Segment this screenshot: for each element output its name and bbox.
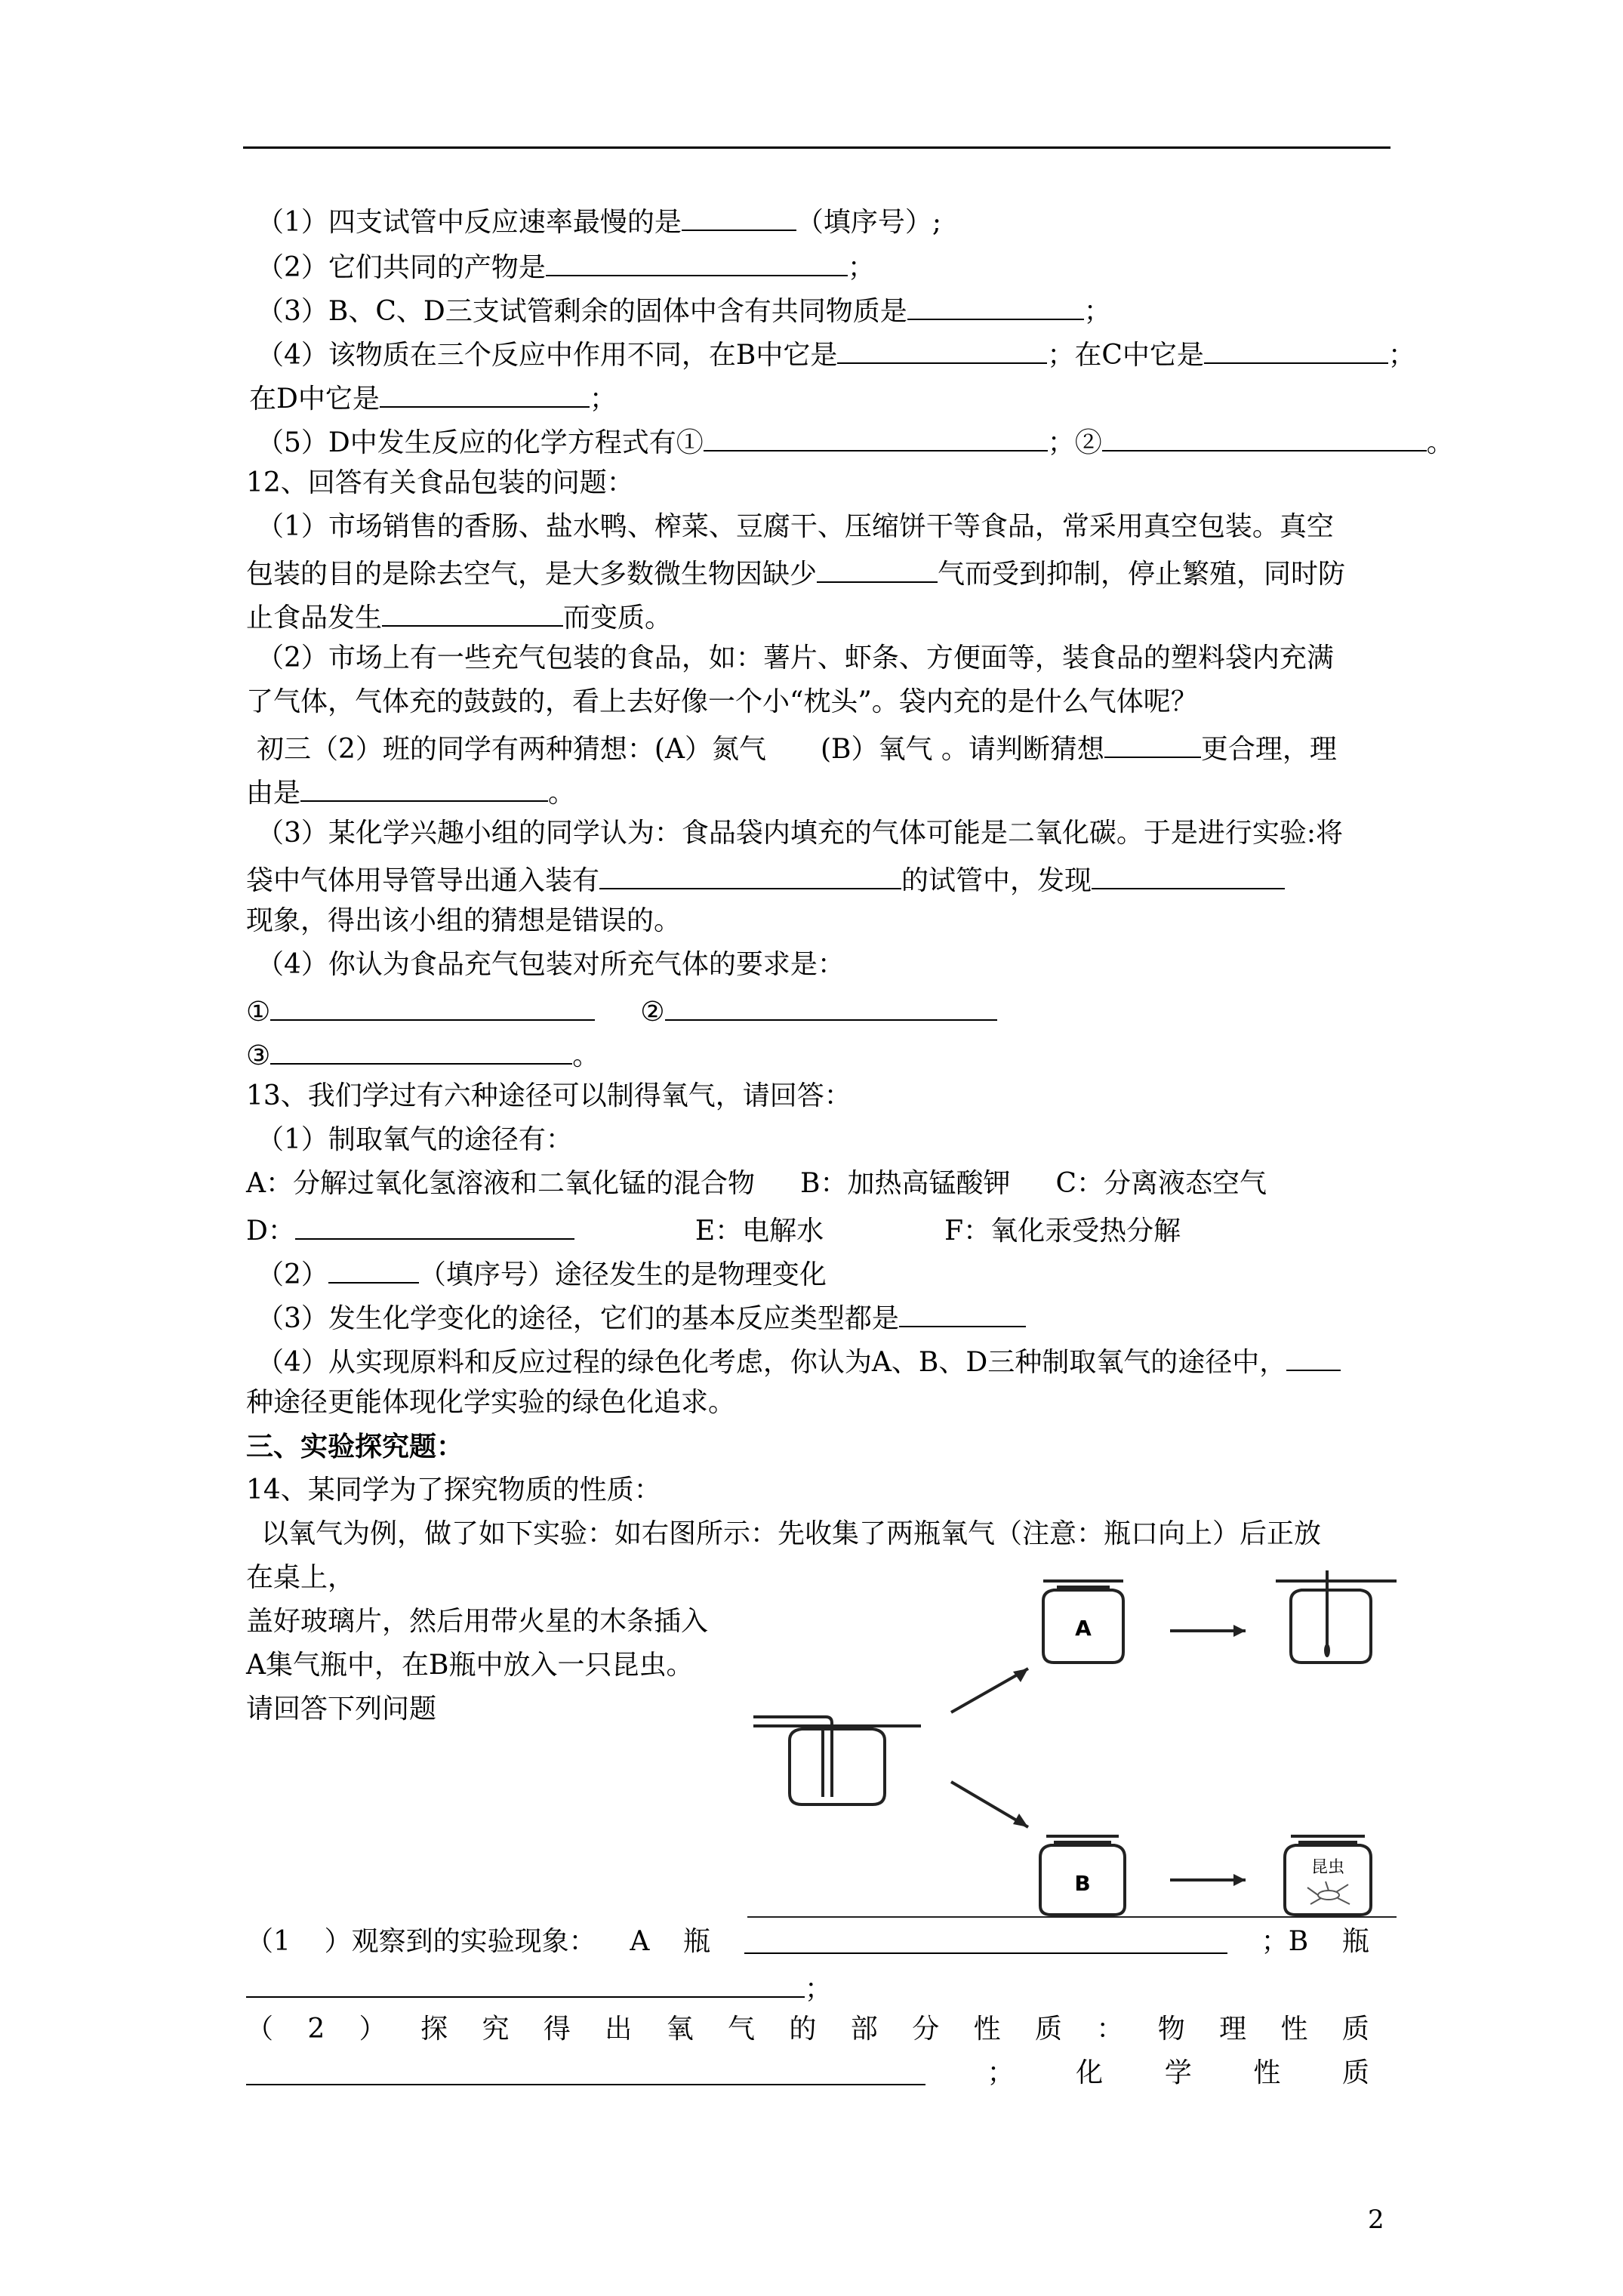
q14-property-line2: ； 化 学 性 质 [246,2057,1369,2090]
q14-observation-line1: （1 ）观察到的实验现象： A 瓶 ；B 瓶 [246,1926,1369,1957]
answer-blank[interactable] [380,379,590,408]
answer-blank[interactable] [1092,861,1285,889]
q11-part1: （1）四支试管中反应速率最慢的是 （填序号）; [257,202,941,239]
answer-blank[interactable] [1104,729,1201,758]
answer-blank[interactable] [907,291,1084,320]
q12-s4-line3: ③ 。 [246,1036,599,1073]
answer-blank[interactable] [1286,1342,1341,1371]
option-c: C：分离液态空气 [1055,1168,1267,1199]
q12-s3-line2: 袋中气体用导管导出通入装有 的试管中，发现 [246,861,1285,898]
q13-s2: （2） （填序号）途径发生的是物理变化 [257,1255,827,1292]
q12-s4-line1: （4）你认为食品充气包装对所充气体的要求是： [257,949,845,980]
answer-blank[interactable] [270,1036,572,1065]
jar-b-label: B [1074,1871,1091,1896]
q14-observation-line2: ； [246,1969,832,2006]
answer-blank[interactable] [599,861,901,889]
q12-s2-line3: 初三（2）班的同学有两种猜想：(A）氮气 (B）氧气 。请判断猜想 更合理，理 [257,729,1337,766]
oxygen-experiment-diagram [747,1570,1427,1918]
option-d: D： [246,1216,295,1247]
arrow-head [1233,1625,1246,1637]
q14-s1-line5: 请回答下列问题 [246,1693,437,1724]
answer-blank[interactable] [270,992,595,1021]
q12-title: 12、回答有关食品包装的问题： [246,467,634,498]
q12-s1-line1: （1）市场销售的香肠、盐水鸭、榨菜、豆腐干、压缩饼干等食品，常采用真空包装。真空 [257,511,1334,542]
splint-glow [1324,1644,1330,1657]
answer-blank[interactable] [546,248,848,276]
jar-b-result [1285,1845,1371,1915]
option-e: E：电解水 [694,1216,824,1247]
collecting-jar [790,1729,885,1804]
jar-a-label: A [1075,1616,1092,1641]
q11-part4-cont: 在D中它是 ； [249,379,617,416]
q12-s2-line1: （2）市场上有一些充气包装的食品，如：薯片、虾条、方便面等，装食品的塑料袋内充满 [257,643,1334,673]
insect-icon [1307,1881,1350,1904]
answer-blank[interactable] [246,1969,805,1998]
q13-s1: （1）制取氧气的途径有： [257,1124,573,1155]
option-f: F：氧化汞受热分解 [944,1216,1181,1247]
q14-s1-line4: A集气瓶中，在B瓶中放入一只昆虫。 [246,1650,694,1681]
q13-options-row1 [246,1167,1267,1200]
header-rule [243,146,1390,149]
section-title: 三、实验探究题： [246,1431,464,1462]
q12-s4-line2: ① ② [246,992,997,1029]
q12-s1-line3: 止食品发生 而变质。 [246,598,672,635]
option-a: A：分解过氧化氢溶液和二氧化锰的混合物 [246,1168,755,1199]
answer-blank[interactable] [382,598,563,627]
answer-blank[interactable] [1102,423,1427,451]
answer-blank[interactable] [899,1299,1026,1327]
q13-s3: （3）发生化学变化的途径，它们的基本反应类型都是 [257,1299,1026,1336]
diagram-svg [747,1570,1427,1918]
answer-blank[interactable] [328,1255,419,1284]
q12-s3-line3: 现象，得出该小组的猜想是错误的。 [246,905,682,936]
answer-blank[interactable] [837,335,1047,364]
q12-s1-line2: 包装的目的是除去空气，是大多数微生物因缺少 气而受到抑制，停止繁殖，同时防 [246,554,1345,591]
option-b: B：加热高锰酸钾 [800,1168,1011,1199]
jar-a-result [1291,1590,1371,1663]
answer-blank[interactable] [295,1211,574,1240]
q14-s1-line1: 以氧气为例，做了如下实验：如右图所示：先收集了两瓶氧气（注意：瓶口向上）后正放 [261,1518,1322,1549]
q13-options-row2 [246,1211,1181,1248]
arrow-head [1233,1874,1246,1886]
answer-blank[interactable] [744,1925,1227,1954]
q14-s1-line3: 盖好玻璃片，然后用带火星的木条插入 [246,1606,709,1637]
q12-s2-line2: 了气体，气体充的鼓鼓的，看上去好像一个小“枕头”。袋内充的是什么气体呢？ [246,686,1198,717]
q13-s4-line1: （4）从实现原料和反应过程的绿色化考虑，你认为A、B、D三种制取氧气的途径中， [257,1342,1341,1379]
answer-blank[interactable] [817,554,938,583]
q12-s2-line4: 由是 。 [246,773,575,810]
answer-blank[interactable] [1204,335,1388,364]
answer-blank[interactable] [704,423,1048,451]
page-number: 2 [1368,2205,1384,2235]
answer-blank[interactable] [665,992,997,1021]
q13-title: 13、我们学过有六种途径可以制得氧气，请回答： [246,1080,852,1111]
answer-blank[interactable] [246,2057,925,2085]
q12-s3-line1: （3）某化学兴趣小组的同学认为：食品袋内填充的气体可能是二氧化碳。于是进行实验:将 [257,818,1344,849]
q11-part4: （4）该物质在三个反应中作用不同，在B中它是 ；在C中它是 ； [257,335,1415,372]
q14-s1-line2: 在桌上， [246,1562,356,1593]
q14-title: 14、某同学为了探究物质的性质： [246,1475,661,1505]
q14-property-line1: （ 2 ） 探 究 得 出 氧 气 的 部 分 性 质 ： 物 理 性 质 [246,2014,1369,2045]
arrow-head [1013,1814,1028,1827]
insect-label: 昆虫 [1310,1858,1345,1877]
answer-blank[interactable] [300,773,548,802]
q11-part5: （5）D中发生反应的化学方程式有① ；② 。 [257,423,1454,460]
answer-blank[interactable] [682,202,796,231]
q11-part3: （3）B、C、D三支试管剩余的固体中含有共同物质是 ； [257,291,1111,328]
q13-s4-line2: 种途径更能体现化学实验的绿色化追求。 [246,1387,736,1418]
q11-part2: （2）它们共同的产物是 ； [257,248,875,285]
